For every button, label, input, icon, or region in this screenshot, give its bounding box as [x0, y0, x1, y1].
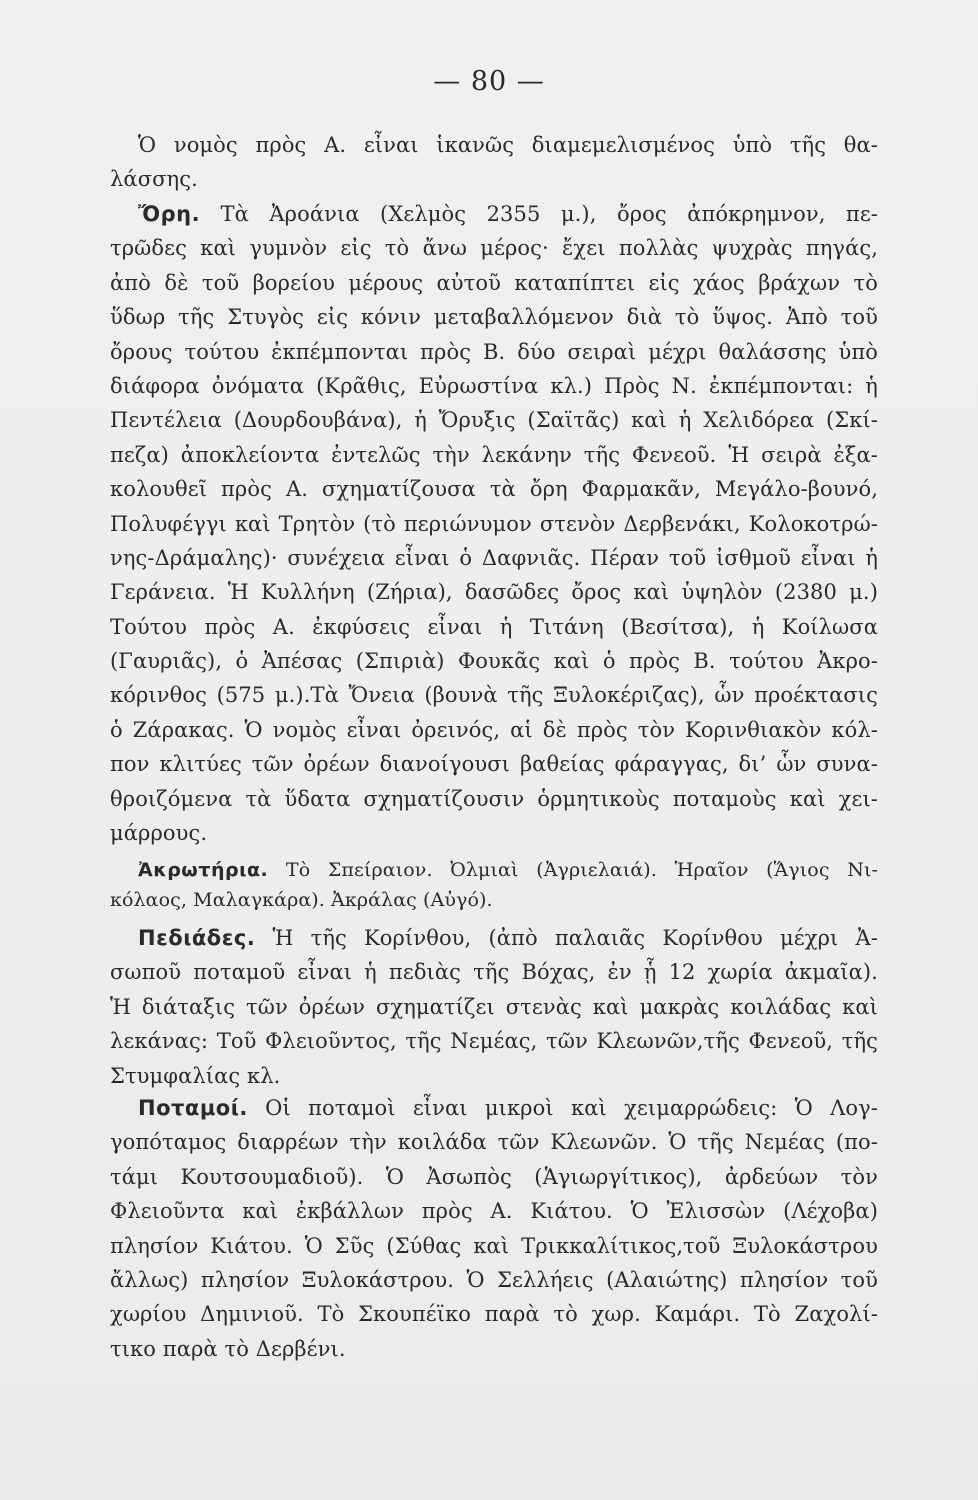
text-line: κόλαος, Μαλαγκάρα). Ἀκράλας (Αὐγό).	[110, 889, 493, 911]
section-heading-akrotiria: Ἀκρωτήρια.	[138, 859, 269, 881]
section-first-line	[110, 1091, 878, 1125]
text-line: Πεντέλεια (Δουρδουβάνα), ἡ Ὄρυξις (Σαϊτᾶς) καὶ ἡ Χελιδόρεα (Σκί-	[110, 408, 878, 433]
text-line: Ὁ νομὸς πρὸς Α. εἶναι ἱκανῶς διαμεμελισμένος ὑπὸ τῆς θα-	[138, 133, 878, 157]
section-heading-potamoi: Ποταμοί.	[138, 1096, 248, 1120]
text-line: Ἡ τῆς Κορίνθου, (ἀπὸ παλαιᾶς Κορίνθου μέχρι Ἀ-	[272, 926, 878, 950]
text-line: Φλειοῦντα καὶ ἐκβάλλων πρὸς Α. Κιάτου. Ὁ Ἐλισσὼν (Λέχοβα)	[110, 1199, 878, 1224]
text-line: τάμι Κουτσουμαδιοῦ). Ὁ Ἀσωπὸς (Ἁγιωργίτικος), ἀρδεύων τὸν	[110, 1164, 878, 1189]
text-line: Γεράνεια. Ἡ Κυλλήνη (Ζήρια), δασῶδες ὄρος καὶ ὑψηλὸν (2380 μ.)	[110, 580, 878, 605]
text-line: ἀπὸ δὲ τοῦ βορείου μέρους αὐτοῦ καταπίπτει εἰς χάος βράχων τὸ	[110, 270, 878, 295]
section-heading-pediades: Πεδιάδες.	[138, 926, 256, 950]
text-line: Πολυφέγγι καὶ Τρητὸν (τὸ περιώνυμον στενὸν Δερβενάκι, Κολοκοτρώ-	[110, 511, 878, 536]
text-line: χωρίου Δημινιοῦ. Τὸ Σκουπέϊκο παρὰ τὸ χωρ. Καμάρι. Τὸ Ζαχολί-	[110, 1302, 878, 1327]
text-line: τικο παρὰ τὸ Δερβένι.	[110, 1336, 346, 1361]
section-potamoi	[110, 1091, 878, 1366]
text-line: μάρρους.	[110, 821, 208, 846]
section-first-line	[110, 855, 878, 885]
section-first-line	[110, 197, 878, 231]
text-line: λάσσης.	[110, 167, 198, 192]
section-ori	[110, 197, 878, 850]
text-line: (Γαυριᾶς), ὁ Ἀπέσας (Σπιριὰ) Φουκᾶς καὶ ὁ πρὸς Β. τούτου Ἀκρο-	[110, 649, 878, 674]
section-first-line	[110, 921, 878, 955]
text-line: σωποῦ ποταμοῦ εἶναι ἡ πεδιὰς τῆς Βόχας, ἐν ᾗ 12 χωρία ἀκμαῖα).	[110, 960, 878, 985]
page-number: — 80 —	[433, 66, 545, 97]
text-line: Τὸ Σπείραιον. Ὀλμιαὶ (Ἀγριελαιά). Ἡραῖον (Ἅγιος Νι-	[285, 859, 879, 881]
text-line: κόρινθος (575 μ.).Τὰ Ὄνεια (βουνὰ τῆς Ξυλοκέριζας), ὧν προέκτασις	[110, 683, 878, 708]
text-line: ὕδωρ τῆς Στυγὸς εἰς κόνιν μεταβαλλόμενον διὰ τὸ ὕψος. Ἀπὸ τοῦ	[110, 305, 878, 330]
text-line: ὄρους τούτου ἐκπέμπονται πρὸς Β. δύο σειραὶ μέχρι θαλάσσης ὑπὸ	[110, 339, 878, 364]
text-line: πεζα) ἀποκλείοντα ἐντελῶς τὴν λεκάνην τῆς Φενεοῦ. Ἡ σειρὰ ἐξα-	[110, 442, 878, 467]
text-line: κολουθεῖ πρὸς Α. σχηματίζουσα τὰ ὄρη Φαρμακᾶν, Μεγάλο-βουνό,	[110, 477, 878, 502]
section-akrotiria	[110, 855, 878, 915]
text-line: Τούτου πρὸς Α. ἐκφύσεις εἶναι ἡ Τιτάνη (Βεσίτσα), ἡ Κοίλωσα	[110, 614, 878, 639]
text-line: θροιζόμενα τὰ ὕδατα σχηματίζουσιν ὁρμητικοὺς ποταμοὺς καὶ χει-	[110, 786, 878, 811]
text-line: γοπόταμος διαρρέων τὴν κοιλάδα τῶν Κλεωνῶν. Ὁ τῆς Νεμέας (πο-	[110, 1130, 878, 1155]
text-line: Τὰ Ἀροάνια (Χελμὸς 2355 μ.), ὄρος ἀπόκρημνον, πε-	[220, 202, 879, 226]
text-line: ἄλλως) πλησίον Ξυλοκάστρου. Ὁ Σελλήεις (Αλαιώτης) πλησίον τοῦ	[110, 1267, 878, 1292]
text-line: διάφορα ὀνόματα (Κρᾶθις, Εὐρωστίνα κλ.) Πρὸς Ν. ἐκπέμπονται: ἡ	[110, 373, 878, 398]
text-line: πλησίον Κιάτου. Ὁ Σῦς (Σύθας καὶ Τρικκαλίτικος,τοῦ Ξυλοκάστρου	[110, 1233, 878, 1258]
text-line: νης-Δράμαλης)· συνέχεια εἶναι ὁ Δαφνιᾶς. Πέραν τοῦ ἰσθμοῦ εἶναι ἡ	[110, 545, 878, 570]
text-line: λεκάνας: Τοῦ Φλειοῦντος, τῆς Νεμέας, τῶν Κλεωνῶν,τῆς Φενεοῦ, τῆς	[110, 1029, 878, 1054]
section-heading-ori: Ὄρη.	[138, 202, 201, 226]
section-nomos	[110, 128, 878, 197]
text-line: Στυμφαλίας κλ.	[110, 1063, 281, 1088]
text-line: Ἡ διάταξις τῶν ὀρέων σχηματίζει στενὰς καὶ μακρὰς κοιλάδας καὶ	[110, 994, 878, 1019]
section-pediades	[110, 921, 878, 1093]
text-line: Οἱ ποταμοὶ εἶναι μικροὶ καὶ χειμαρρώδεις: Ὁ Λογ-	[265, 1096, 879, 1120]
text-line: πον κλιτύες τῶν ὀρέων διανοίγουσι βαθείας φάραγγας, δι’ ὧν συνα-	[110, 752, 878, 777]
text-line: ὁ Ζάρακας. Ὁ νομὸς εἶναι ὀρεινός, αἱ δὲ πρὸς τὸν Κορινθιακὸν κόλ-	[110, 717, 878, 742]
text-line: τρῶδες καὶ γυμνὸν εἰς τὸ ἄνω μέρος· ἔχει πολλὰς ψυχρὰς πηγάς,	[110, 236, 878, 261]
